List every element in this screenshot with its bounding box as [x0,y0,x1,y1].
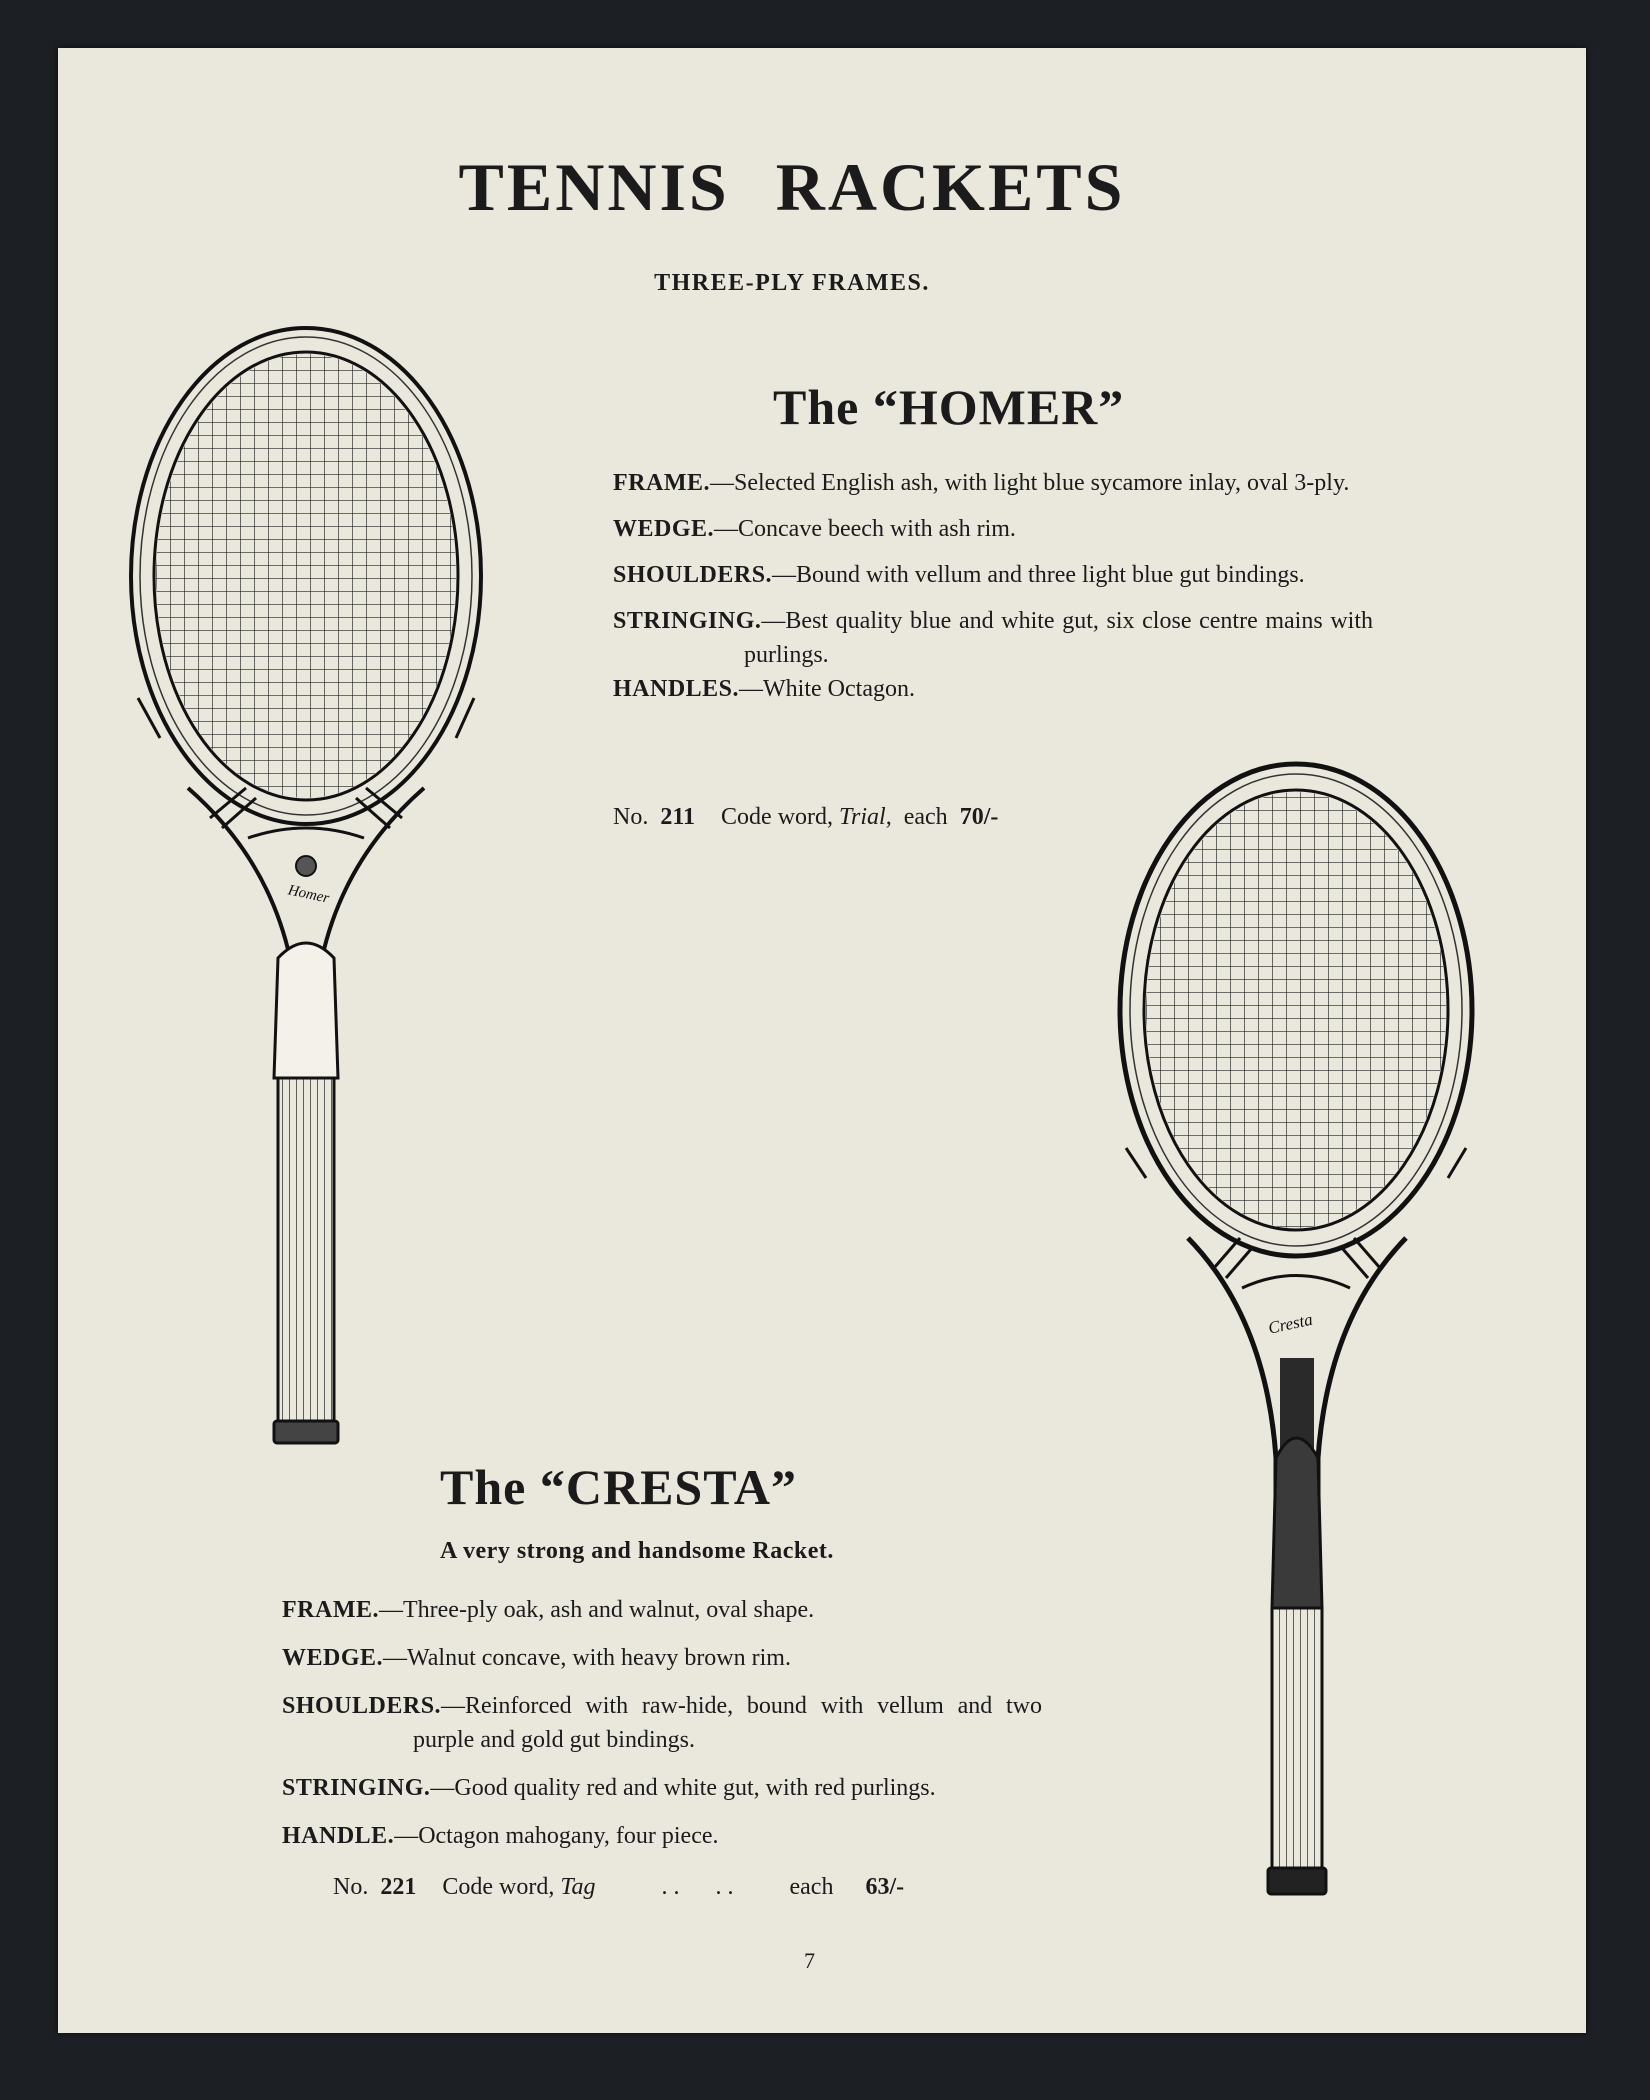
homer-title: The “HOMER” [773,379,1125,435]
homer-price-line: No. 211 Code word, Trial, each 70/- [613,804,999,830]
cresta-spec-wedge: WEDGE.—Walnut concave, with heavy brown rim. [282,1645,791,1671]
cresta-spec-stringing: STRINGING.—Good quality red and white gut, with red purlings. [282,1775,936,1801]
homer-spec-stringing: STRINGING.—Best quality blue and white gut, six close centre mains with purlings. [613,608,1373,668]
cresta-spec-handle: HANDLE.—Octagon mahogany, four piece. [282,1823,719,1849]
cresta-strings [1138,786,1458,1236]
cresta-racket-illustration [1118,758,1478,1918]
homer-specs [613,466,1373,706]
homer-handle [278,1078,334,1423]
cresta-price-line: No. 221 Code word, Tag . . . . each 63/- [333,1874,905,1900]
page-number: 7 [804,1948,815,1973]
homer-spec-wedge: WEDGE.—Concave beech with ash rim. [613,516,1016,542]
page-title: TENNIS RACKETS [458,149,1126,225]
cresta-specs [282,1593,1042,1853]
homer-grip-leather [274,943,338,1078]
cresta-tagline: A very strong and handsome Racket. [440,1538,834,1564]
cresta-grip-leather [1272,1438,1322,1608]
homer-butt-cap [274,1421,338,1443]
cresta-title: The “CRESTA” [440,1459,797,1515]
homer-racket-label: Homer [286,882,331,907]
cresta-butt-cap [1268,1868,1326,1894]
homer-spec-frame: FRAME.—Selected English ash, with light blue sycamore inlay, oval 3-ply. [613,470,1350,496]
cresta-spec-shoulders: SHOULDERS.—Reinforced with raw-hide, bound with vellum and two purple and gold gut bindings. [282,1693,1042,1753]
homer-racket-illustration [128,318,488,1458]
homer-spec-shoulders: SHOULDERS.—Bound with vellum and three light blue gut bindings. [613,562,1305,588]
homer-strings [148,348,468,808]
catalog-page [58,48,1586,2033]
page-subtitle: THREE-PLY FRAMES. [654,270,930,296]
cresta-spec-frame: FRAME.—Three-ply oak, ash and walnut, oval shape. [282,1597,815,1623]
homer-spec-handles: HANDLES.—White Octagon. [613,676,915,702]
cresta-racket-label: Cresta [1266,1309,1315,1338]
cresta-handle [1272,1608,1322,1868]
